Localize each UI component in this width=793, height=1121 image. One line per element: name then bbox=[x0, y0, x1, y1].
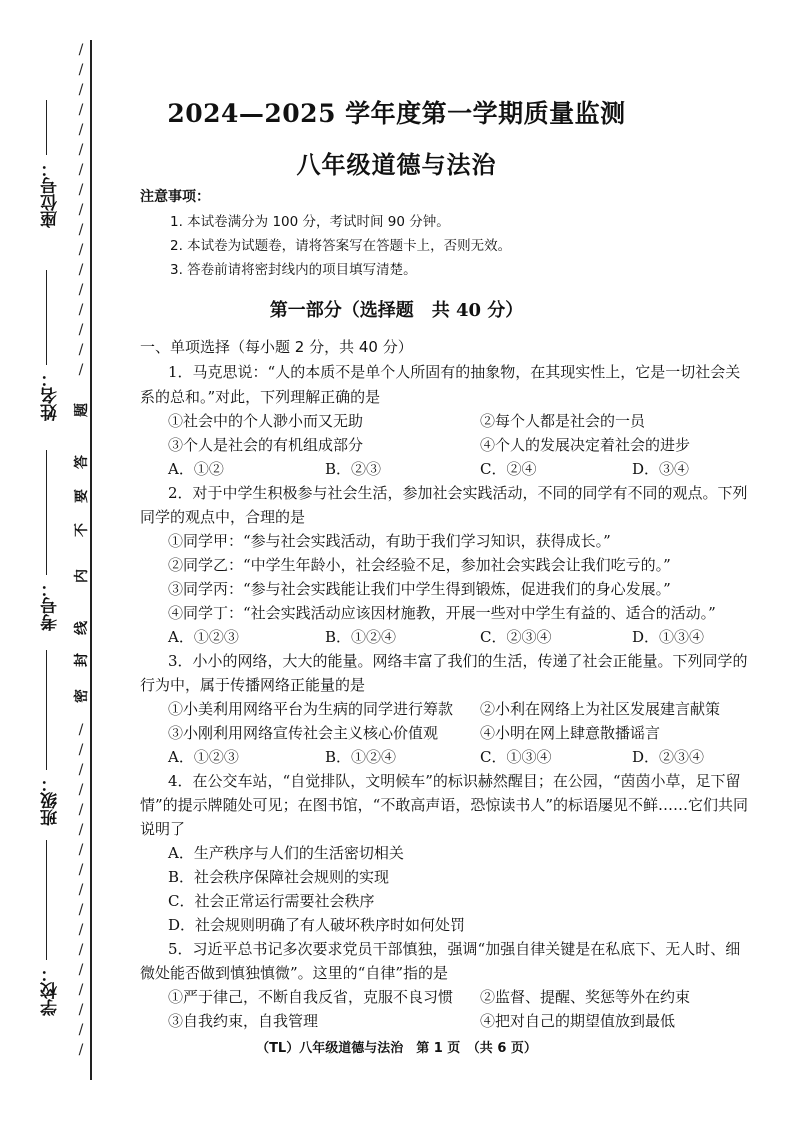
seal-char: 内 bbox=[74, 569, 90, 583]
q3-option-c: C．①③④ bbox=[480, 748, 552, 766]
seal-slashes-bottom: / / / / / / / / / / / / / / / / / bbox=[78, 722, 84, 1058]
q2-option-c: C．②③④ bbox=[480, 628, 552, 646]
q4-option-b: B．社会秩序保障社会规则的实现 bbox=[168, 868, 390, 886]
q2-statement-2: ②同学乙：“中学生年龄小，社会经验不足，参加社会实践会让我们吃亏的。” bbox=[168, 556, 671, 574]
q4-option-a: A．生产秩序与人们的生活密切相关 bbox=[168, 844, 404, 862]
question-4-text: 说明了 bbox=[140, 820, 186, 838]
q3-statement-4: ④小明在网上肆意散播谣言 bbox=[480, 724, 661, 742]
q3-option-a: A．①②③ bbox=[168, 748, 239, 766]
q1-statement-1: ①社会中的个人渺小而又无助 bbox=[168, 412, 364, 430]
exam-subtitle: 八年级道德与法治 bbox=[296, 150, 497, 179]
q2-option-d: D．①③④ bbox=[632, 628, 705, 646]
seat-number-label: 座位号： bbox=[41, 160, 61, 228]
q4-option-c: C．社会正常运行需要社会秩序 bbox=[168, 892, 375, 910]
question-5-text: 5．习近平总书记多次要求党员干部慎独，强调“加强自律关键是在私底下、无人时、细 bbox=[168, 940, 741, 958]
seal-char: 要 bbox=[74, 489, 90, 503]
section-heading: 一、单项选择（每小题 2 分，共 40 分） bbox=[140, 338, 413, 356]
q5-statement-3: ③自我约束，自我管理 bbox=[168, 1012, 319, 1030]
question-1-text: 1．马克思说：“人的本质不是单个人所固有的抽象物，在其现实性上，它是一切社会关 bbox=[168, 363, 741, 381]
q5-statement-2: ②监督、提醒、奖惩等外在约束 bbox=[480, 988, 691, 1006]
part-heading: 第一部分（选择题 共 40 分） bbox=[269, 300, 524, 321]
seal-char: 不 bbox=[74, 523, 90, 537]
page-footer: （TL）八年级道德与法治 第 1 页 （共 6 页） bbox=[256, 1041, 537, 1056]
school-line bbox=[46, 840, 47, 960]
q1-statement-4: ④个人的发展决定着社会的进步 bbox=[480, 436, 691, 454]
q1-option-d: D．③④ bbox=[632, 460, 690, 478]
q2-option-a: A．①②③ bbox=[168, 628, 239, 646]
school-label: 学校： bbox=[41, 965, 61, 1016]
q1-statement-2: ②每个人都是社会的一员 bbox=[480, 412, 646, 430]
seal-char: 答 bbox=[74, 455, 90, 469]
q2-statement-1: ①同学甲：“参与社会实践活动，有助于我们学习知识，获得成长。” bbox=[168, 532, 611, 550]
q2-statement-3: ③同学丙：“参与社会实践能让我们中学生得到锻炼，促进我们的身心发展。” bbox=[168, 580, 671, 598]
exam-number-line bbox=[46, 450, 47, 575]
question-3-text: 3．小小的网络，大大的能量。网络丰富了我们的生活，传递了社会正能量。下列同学的 bbox=[168, 652, 748, 670]
name-label: 姓名： bbox=[41, 370, 61, 421]
q1-option-b: B．②③ bbox=[325, 460, 382, 478]
note-item: 3. 答卷前请将密封线内的项目填写清楚。 bbox=[170, 262, 417, 278]
q3-statement-2: ②小利在网络上为社区发展建言献策 bbox=[480, 700, 721, 718]
q5-statement-1: ①严于律己，不断自我反省，克服不良习惯 bbox=[168, 988, 454, 1006]
notes-title: 注意事项： bbox=[140, 189, 210, 205]
note-item: 1. 本试卷满分为 100 分，考试时间 90 分钟。 bbox=[170, 214, 450, 230]
q2-option-b: B．①②④ bbox=[325, 628, 397, 646]
q3-statement-1: ①小美利用网络平台为生病的同学进行筹款 bbox=[168, 700, 454, 718]
q4-option-d: D．社会规则明确了有人破坏秩序时如何处罚 bbox=[168, 916, 466, 934]
q3-option-d: D．②③④ bbox=[632, 748, 705, 766]
q1-option-c: C．②④ bbox=[480, 460, 537, 478]
q3-statement-3: ③小刚利用网络宣传社会主义核心价值观 bbox=[168, 724, 439, 742]
class-label: 班级： bbox=[41, 775, 61, 826]
q5-statement-4: ④把对自己的期望值放到最低 bbox=[480, 1012, 676, 1030]
seal-slashes-top: / / / / / / / / / / / / / / / / / bbox=[78, 42, 84, 378]
question-2-text: 同学的观点中，合理的是 bbox=[140, 508, 306, 526]
question-3-text: 行为中，属于传播网络正能量的是 bbox=[140, 676, 366, 694]
seal-char: 密 bbox=[74, 689, 90, 703]
exam-title: 2024—2025 学年度第一学期质量监测 bbox=[167, 99, 626, 128]
question-4-text: 情”的提示牌随处可见；在图书馆，“不敢高声语，恐惊读书人”的标语屡见不鲜……它们共同 bbox=[140, 796, 749, 814]
q1-statement-3: ③个人是社会的有机组成部分 bbox=[168, 436, 364, 454]
question-1-text: 系的总和。”对此，下列理解正确的是 bbox=[140, 388, 381, 406]
question-2-text: 2．对于中学生积极参与社会生活，参加社会实践活动，不同的同学有不同的观点。下列 bbox=[168, 484, 748, 502]
seal-line bbox=[90, 40, 92, 1080]
q2-statement-4: ④同学丁：“社会实践活动应该因材施教，开展一些对中学生有益的、适合的活动。” bbox=[168, 604, 716, 622]
seal-char: 题 bbox=[74, 403, 90, 417]
q3-option-b: B．①②④ bbox=[325, 748, 397, 766]
question-5-text: 微处能否做到慎独慎微”。这里的“自律”指的是 bbox=[140, 964, 449, 982]
seal-char: 封 bbox=[74, 653, 90, 667]
note-item: 2. 本试卷为试题卷，请将答案写在答题卡上，否则无效。 bbox=[170, 238, 512, 254]
exam-number-label: 考号： bbox=[41, 580, 61, 631]
q1-option-a: A．①② bbox=[168, 460, 224, 478]
class-line bbox=[46, 650, 47, 770]
seal-char: 线 bbox=[74, 621, 90, 635]
question-4-text: 4．在公交车站，“自觉排队，文明候车”的标识赫然醒目；在公园，“茵茵小草，足下留 bbox=[168, 772, 741, 790]
